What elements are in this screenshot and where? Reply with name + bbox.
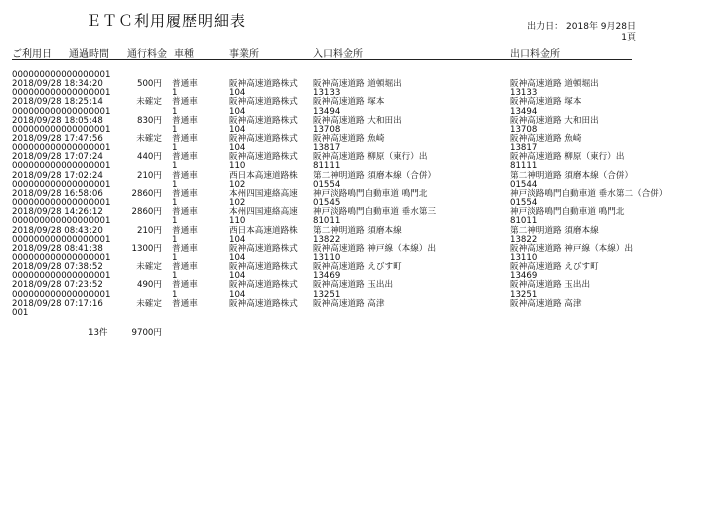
record-id: 000000000000000001: [12, 124, 111, 135]
record-office-code: 104: [229, 124, 246, 135]
record-id: 000000000000000001: [12, 252, 111, 263]
table-row: [12, 300, 712, 318]
header-date: ご利用日: [12, 49, 52, 60]
header-office: 事業所: [229, 49, 259, 60]
record-entry-code: 13251: [313, 289, 341, 300]
record-datetime: 2018/09/28 17:02:24: [12, 170, 103, 181]
record-datetime: 2018/09/28 17:07:24: [12, 152, 103, 163]
table-body: [12, 71, 712, 318]
record-amount: 490円: [137, 280, 162, 291]
record-exit-code: 13469: [510, 271, 538, 282]
record-amount: 2860円: [131, 207, 162, 218]
record-car-type: 普通車: [172, 97, 198, 108]
record-car-type: 普通車: [172, 115, 198, 126]
record-car-code: 1: [172, 234, 178, 245]
record-exit: 阪神高速道路 高津: [510, 298, 582, 309]
record-entry: 阪神高速道路 柳原（東行）出: [313, 152, 428, 163]
record-car-code: 1: [172, 106, 178, 117]
record-car-code: 1: [172, 161, 178, 172]
table-row: [12, 281, 712, 299]
record-entry-code: 13133: [313, 88, 341, 99]
header-entry: 入口料金所: [313, 49, 363, 60]
record-datetime: 2018/09/28 18:34:20: [12, 79, 103, 90]
record-id: 000000000000000001: [12, 70, 111, 80]
record-datetime: 2018/09/28 14:26:12: [12, 207, 103, 218]
record-id: 000000000000000001: [12, 143, 111, 154]
record-office: 阪神高速道路株式: [229, 298, 298, 309]
table-row: [12, 263, 712, 281]
record-amount: 未確定: [136, 262, 162, 273]
total-amount: 9700円: [131, 328, 162, 338]
record-id: 000000000000000001: [12, 106, 111, 117]
table-row: [12, 172, 712, 190]
record-datetime: 2018/09/28 08:43:20: [12, 225, 103, 236]
record-amount: 1300円: [131, 243, 162, 254]
record-office: 阪神高速道路株式: [229, 152, 298, 163]
record-entry: 阪神高速道路 玉出出: [313, 280, 394, 291]
table-row: [12, 227, 712, 245]
record-id: 000000000000000001: [12, 179, 111, 190]
record-entry-code: 13469: [313, 271, 341, 282]
document-title: ＥＴＣ利用履歴明細表: [86, 12, 247, 30]
record-exit: 阪神高速道路 柳原（東行）出: [510, 152, 625, 163]
record-car-code: 1: [172, 198, 178, 209]
record-car-type: 普通車: [172, 170, 198, 181]
record-amount: 440円: [137, 152, 162, 163]
record-office: 阪神高速道路株式: [229, 115, 298, 126]
table-row: [12, 117, 712, 135]
record-entry-code: 01554: [313, 179, 341, 190]
record-car-code: 1: [172, 179, 178, 190]
record-entry: 阪神高速道路 神戸線（本線）出: [313, 243, 437, 254]
record-amount: 210円: [137, 225, 162, 236]
record-id: 000000000000000001: [12, 234, 111, 245]
record-exit-code: 13822: [510, 234, 538, 245]
table-row: [12, 245, 712, 263]
record-car-type: 普通車: [172, 207, 198, 218]
record-list: [12, 80, 712, 300]
output-info: [527, 22, 636, 44]
record-entry: 神戸淡路鳴門自動車道 鳴門北: [313, 188, 428, 199]
record-entry: 阪神高速道路 魚崎: [313, 134, 385, 145]
record-car-code: 1: [172, 289, 178, 300]
record-amount: 830円: [137, 115, 162, 126]
record-exit-code: 13251: [510, 289, 538, 300]
record-car-type: 普通車: [172, 262, 198, 273]
record-amount: 2860円: [131, 188, 162, 199]
record-id: 001: [12, 307, 29, 318]
record-entry: 第二神明道路 須磨本線: [313, 225, 402, 236]
record-entry-code: 13110: [313, 252, 341, 263]
record-entry: 神戸淡路鳴門自動車道 垂水第三: [313, 207, 437, 218]
record-exit: 阪神高速道路 魚崎: [510, 134, 582, 145]
record-office: 西日本高速道路株: [229, 170, 298, 181]
header-time: 通過時間: [69, 49, 109, 60]
record-entry-code: 13708: [313, 124, 341, 135]
record-exit-code: 13708: [510, 124, 538, 135]
record-office-code: 104: [229, 234, 246, 245]
total-row: [12, 326, 312, 337]
record-office: 本州四国連絡高速: [229, 188, 298, 199]
record-entry-code: 81011: [313, 216, 341, 227]
record-exit-code: 81111: [510, 161, 538, 172]
record-entry-code: 81111: [313, 161, 341, 172]
record-amount: 210円: [137, 170, 162, 181]
header-exit: 出口料金所: [510, 49, 560, 60]
table-row: [12, 153, 712, 171]
record-office-code: 104: [229, 143, 246, 154]
record-id: 000000000000000001: [12, 88, 111, 99]
table-row: [12, 208, 712, 226]
record-id: 000000000000000001: [12, 289, 111, 300]
record-datetime: 2018/09/28 07:23:52: [12, 280, 103, 291]
record-exit-code: 81011: [510, 216, 538, 227]
record-office-code: 110: [229, 161, 246, 172]
record-car-code: 1: [172, 271, 178, 282]
record-entry-code: 13494: [313, 106, 341, 117]
record-exit: 第二神明道路 須磨本線: [510, 225, 599, 236]
record-office: 阪神高速道路株式: [229, 243, 298, 254]
record-office: 阪神高速道路株式: [229, 97, 298, 108]
record-exit-code: 13133: [510, 88, 538, 99]
record-entry: 阪神高速道路 大和田出: [313, 115, 402, 126]
record-office-code: 104: [229, 271, 246, 282]
record-exit: 神戸淡路鳴門自動車道 鳴門北: [510, 207, 625, 218]
record-car-code: 1: [172, 252, 178, 263]
record-amount: 未確定: [136, 134, 162, 145]
record-office-code: 102: [229, 198, 246, 209]
record-car-code: 1: [172, 143, 178, 154]
record-exit: 阪神高速道路 玉出出: [510, 280, 591, 291]
record-car-type: 普通車: [172, 188, 198, 199]
record-car-code: 1: [172, 124, 178, 135]
record-car-code: 1: [172, 216, 178, 227]
record-entry-code: 13817: [313, 143, 341, 154]
record-car-type: 普通車: [172, 280, 198, 291]
record-office: 阪神高速道路株式: [229, 79, 298, 90]
record-exit-code: 13817: [510, 143, 538, 154]
record-entry: 阪神高速道路 道頓堀出: [313, 79, 402, 90]
record-office: 西日本高速道路株: [229, 225, 298, 236]
record-datetime: 2018/09/28 07:17:16: [12, 298, 103, 309]
record-entry: 阪神高速道路 塚本: [313, 97, 385, 108]
record-exit: 阪神高速道路 大和田出: [510, 115, 599, 126]
record-exit-code: 13110: [510, 252, 538, 263]
record-office-code: 102: [229, 179, 246, 190]
output-date-line: [527, 22, 636, 33]
record-id: 000000000000000001: [12, 271, 111, 282]
record-office-code: 104: [229, 252, 246, 263]
record-car-type: 普通車: [172, 152, 198, 163]
record-datetime: 2018/09/28 08:41:38: [12, 243, 103, 254]
record-exit-code: 13494: [510, 106, 538, 117]
record-office-code: 104: [229, 289, 246, 300]
record-office: 阪神高速道路株式: [229, 262, 298, 273]
record-office: 阪神高速道路株式: [229, 134, 298, 145]
record-car-type: 普通車: [172, 225, 198, 236]
record-office: 阪神高速道路株式: [229, 280, 298, 291]
record-datetime: 2018/09/28 18:05:48: [12, 115, 103, 126]
record-office: 本州四国連絡高速: [229, 207, 298, 218]
record-datetime: 2018/09/28 07:38:52: [12, 262, 103, 273]
record-entry-code: 13822: [313, 234, 341, 245]
record-entry: 阪神高速道路 えびす町: [313, 262, 402, 273]
output-date-label: 出力日：: [527, 22, 564, 32]
record-id: 000000000000000001: [12, 198, 111, 209]
record-entry-code: 01545: [313, 198, 341, 209]
record-car-type: 普通車: [172, 134, 198, 145]
record-exit: 神戸淡路鳴門自動車道 垂水第二（合併）: [510, 188, 668, 199]
table-row: [12, 80, 712, 98]
table-row: [12, 98, 712, 116]
record-datetime: 2018/09/28 17:47:56: [12, 134, 103, 145]
record-exit-code: 01554: [510, 198, 538, 209]
record-exit: 第二神明道路 須磨本線（合併）: [510, 170, 634, 181]
record-amount: 500円: [137, 79, 162, 90]
total-count: 13件: [88, 328, 108, 338]
record-office-code: 104: [229, 106, 246, 117]
record-datetime: 2018/09/28 16:58:06: [12, 188, 103, 199]
record-office-code: 104: [229, 88, 246, 99]
table-row: [12, 135, 712, 153]
record-exit: 阪神高速道路 塚本: [510, 97, 582, 108]
record-exit-code: 01544: [510, 179, 538, 190]
record-entry: 第二神明道路 須磨本線（合併）: [313, 170, 437, 181]
record-datetime: 2018/09/28 18:25:14: [12, 97, 103, 108]
record-car-code: 1: [172, 88, 178, 99]
output-date: 2018年 9月28日: [566, 22, 636, 32]
table-row: [12, 190, 712, 208]
record-car-type: 普通車: [172, 298, 198, 309]
record-entry: 阪神高速道路 高津: [313, 298, 385, 309]
table-header: [12, 45, 632, 60]
header-amount: 通行料金: [127, 49, 167, 60]
record-exit: 阪神高速道路 道頓堀出: [510, 79, 599, 90]
record-amount: 未確定: [136, 298, 162, 309]
record-car-type: 普通車: [172, 79, 198, 90]
page-number: 1頁: [621, 33, 636, 43]
record-car-type: 普通車: [172, 243, 198, 254]
record-exit: 阪神高速道路 神戸線（本線）出: [510, 243, 634, 254]
record-exit: 阪神高速道路 えびす町: [510, 262, 599, 273]
record-office-code: 110: [229, 216, 246, 227]
record-id: 000000000000000001: [12, 161, 111, 172]
record-amount: 未確定: [136, 97, 162, 108]
record-id: 000000000000000001: [12, 216, 111, 227]
header-car: 車種: [174, 49, 194, 60]
